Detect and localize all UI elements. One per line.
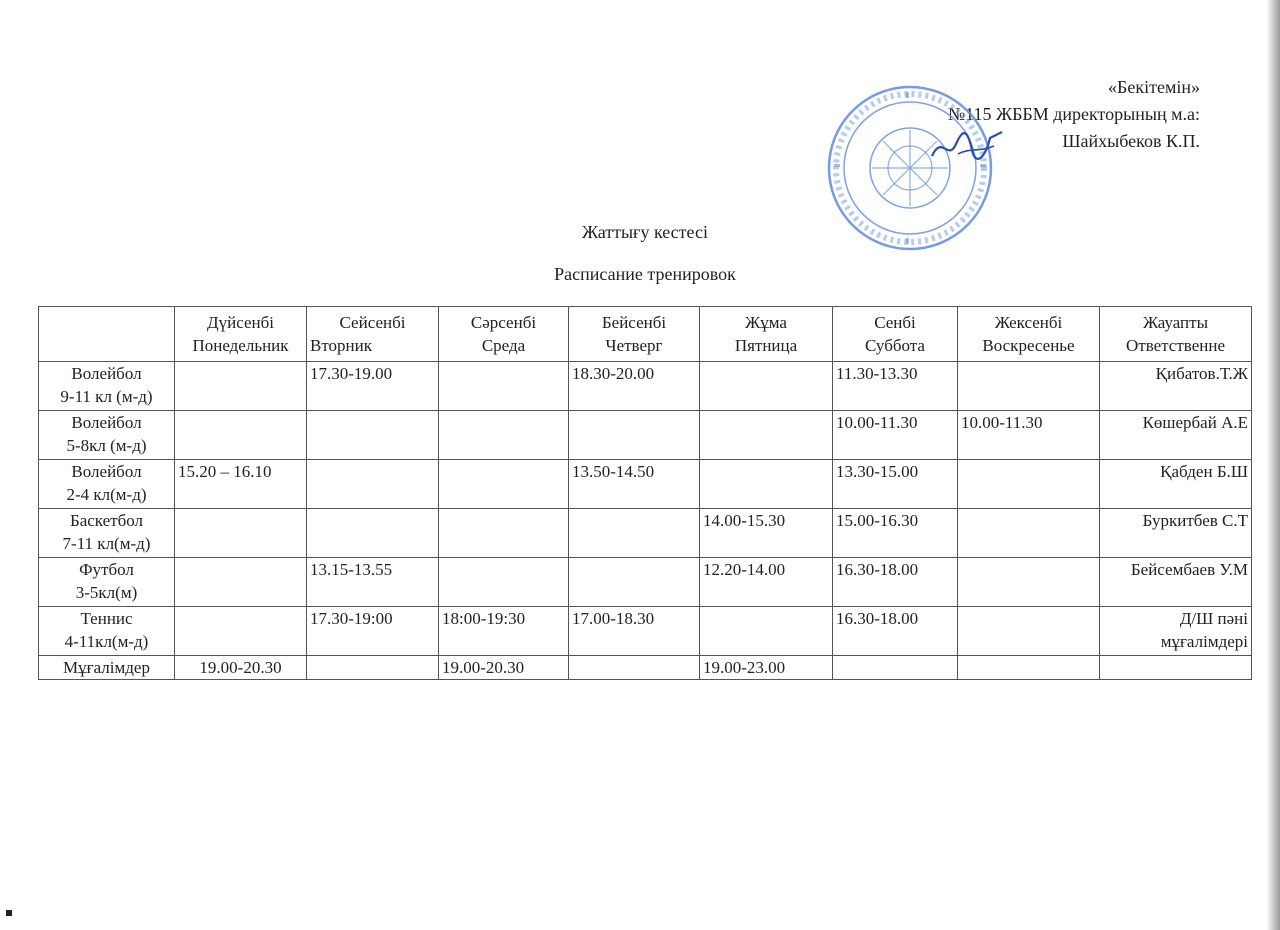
time-cell: 11.30-13.30 [833, 362, 958, 411]
sport-cell: Футбол 3-5кл(м) [39, 558, 175, 607]
time-cell [833, 656, 958, 680]
table-row [39, 656, 1252, 680]
time-cell [700, 411, 833, 460]
scan-mark [6, 910, 12, 916]
schedule-table [38, 306, 1252, 680]
sport-cell: Мұғалімдер [39, 656, 175, 680]
time-cell [307, 656, 439, 680]
time-cell [958, 607, 1100, 656]
time-cell [175, 558, 307, 607]
time-cell [958, 558, 1100, 607]
time-cell [439, 362, 569, 411]
title-kazakh: Жаттығу кестесі [582, 222, 708, 242]
sport-cell: Баскетбол 7-11 кл(м-д) [39, 509, 175, 558]
responsible-cell: Буркитбев С.Т [1100, 509, 1252, 558]
sport-cell: Волейбол 2-4 кл(м-д) [39, 460, 175, 509]
header-thursday: Бейсенбі Четверг [569, 307, 700, 362]
time-cell [175, 509, 307, 558]
time-cell: 15.00-16.30 [833, 509, 958, 558]
time-cell [569, 411, 700, 460]
time-cell [958, 362, 1100, 411]
time-cell: 16.30-18.00 [833, 607, 958, 656]
table-row [39, 558, 1252, 607]
time-cell: 14.00-15.30 [700, 509, 833, 558]
responsible-cell: Бейсембаев У.М [1100, 558, 1252, 607]
time-cell [439, 558, 569, 607]
header-friday: Жұма Пятница [700, 307, 833, 362]
time-cell [569, 656, 700, 680]
time-cell [307, 509, 439, 558]
header-responsible: Жауапты Ответственне [1100, 307, 1252, 362]
approval-position: №115 ЖББМ директорының м.а: [947, 104, 1200, 124]
time-cell [439, 411, 569, 460]
time-cell [307, 411, 439, 460]
table-row [39, 607, 1252, 656]
time-cell: 17.30-19.00 [307, 362, 439, 411]
approval-name: Шайхыбеков К.П. [1062, 131, 1200, 151]
time-cell: 16.30-18.00 [833, 558, 958, 607]
time-cell [439, 509, 569, 558]
time-cell [958, 460, 1100, 509]
header-sunday: Жексенбі Воскресенье [958, 307, 1100, 362]
time-cell: 13.15-13.55 [307, 558, 439, 607]
table-row [39, 362, 1252, 411]
responsible-cell: Қабден Б.Ш [1100, 460, 1252, 509]
sport-cell: Теннис 4-11кл(м-д) [39, 607, 175, 656]
table-row [39, 411, 1252, 460]
time-cell: 18.30-20.00 [569, 362, 700, 411]
time-cell [569, 509, 700, 558]
table-row [39, 460, 1252, 509]
time-cell: 19.00-23.00 [700, 656, 833, 680]
time-cell: 19.00-20.30 [439, 656, 569, 680]
time-cell: 17.00-18.30 [569, 607, 700, 656]
sport-cell: Волейбол 9-11 кл (м-д) [39, 362, 175, 411]
time-cell: 13.30-15.00 [833, 460, 958, 509]
time-cell [700, 460, 833, 509]
time-cell [175, 411, 307, 460]
time-cell: 13.50-14.50 [569, 460, 700, 509]
time-cell: 12.20-14.00 [700, 558, 833, 607]
time-cell: 15.20 – 16.10 [175, 460, 307, 509]
time-cell [958, 509, 1100, 558]
time-cell [569, 558, 700, 607]
sport-cell: Волейбол 5-8кл (м-д) [39, 411, 175, 460]
responsible-cell: Көшербай А.Е [1100, 411, 1252, 460]
time-cell: 10.00-11.30 [833, 411, 958, 460]
approval-title: «Бекітемін» [1108, 77, 1200, 97]
scan-edge-shadow [1266, 0, 1280, 930]
header-tuesday: Сейсенбі Вторник [307, 307, 439, 362]
header-monday: Дүйсенбі Понедельник [175, 307, 307, 362]
time-cell [175, 607, 307, 656]
responsible-cell [1100, 656, 1252, 680]
time-cell [439, 460, 569, 509]
header-row [39, 307, 1252, 362]
header-wednesday: Сәрсенбі Среда [439, 307, 569, 362]
table-row [39, 509, 1252, 558]
time-cell [700, 362, 833, 411]
time-cell [175, 362, 307, 411]
time-cell: 19.00-20.30 [175, 656, 307, 680]
time-cell: 17.30-19:00 [307, 607, 439, 656]
time-cell [307, 460, 439, 509]
responsible-cell: Қибатов.Т.Ж [1100, 362, 1252, 411]
handwritten-signature-icon [928, 126, 1008, 166]
time-cell [700, 607, 833, 656]
time-cell [958, 656, 1100, 680]
header-saturday: Сенбі Суббота [833, 307, 958, 362]
time-cell: 10.00-11.30 [958, 411, 1100, 460]
header-corner [39, 307, 175, 362]
title-russian: Расписание тренировок [554, 264, 736, 284]
time-cell: 18:00-19:30 [439, 607, 569, 656]
responsible-cell: Д/Ш пәні мұғалімдері [1100, 607, 1252, 656]
